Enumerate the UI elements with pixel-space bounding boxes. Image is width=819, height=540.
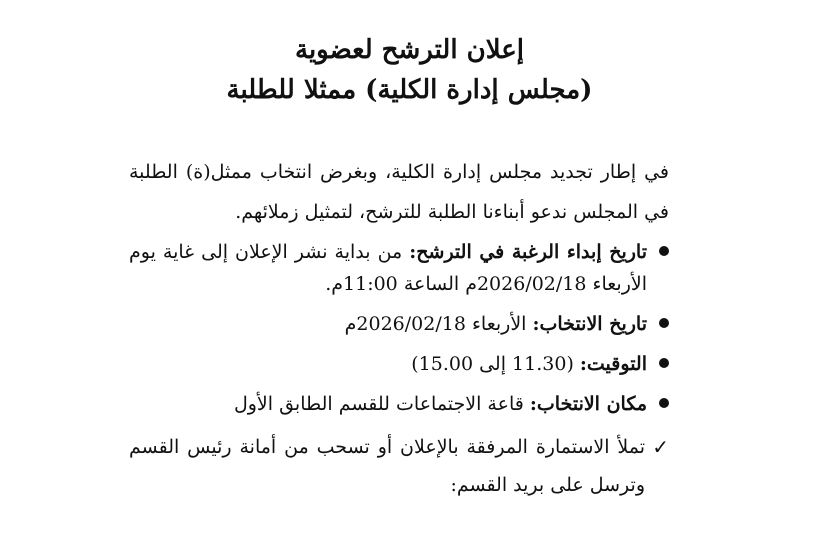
bullet-icon <box>659 358 669 368</box>
list-item-application-date <box>129 236 669 300</box>
list-item-timing <box>129 348 669 380</box>
item-text: (11.30 إلى 15.00) <box>411 353 580 375</box>
list-item-election-date <box>129 308 669 340</box>
item-label: تاريخ إبداء الرغبة في الترشح: <box>409 241 648 263</box>
item-text: قاعة الاجتماعات للقسم الطابق الأول <box>233 393 530 415</box>
list-item-location <box>129 388 669 420</box>
item-text: من بداية نشر الإعلان إلى غاية يوم الأربعاء 2026/02/18م الساعة 11:00م. <box>129 241 647 295</box>
checkmark-icon: ✓ <box>652 435 669 459</box>
announcement-body <box>129 152 669 504</box>
announcement-title <box>0 30 819 110</box>
title-line-2: (مجلس إدارة الكلية) ممثلا للطلبة <box>226 75 593 105</box>
details-list <box>129 236 669 420</box>
intro-paragraph: في إطار تجديد مجلس إدارة الكلية، وبغرض انتخاب ممثل(ة) الطلبة في المجلس ندعو أبناءنا الطلبة للترشح، لتمثيل زملائهم. <box>129 161 669 223</box>
form-instruction <box>129 428 669 504</box>
item-label: تاريخ الانتخاب: <box>532 313 647 335</box>
title-line-1: إعلان الترشح لعضوية <box>295 35 524 65</box>
item-label: التوقيت: <box>579 353 647 375</box>
bullet-icon <box>659 246 669 256</box>
item-label: مكان الانتخاب: <box>529 393 647 415</box>
bullet-icon <box>659 398 669 408</box>
form-instruction-text: تملأ الاستمارة المرفقة بالإعلان أو تسحب من أمانة رئيس القسم وترسل على بريد القسم: <box>129 436 645 496</box>
bullet-icon <box>659 318 669 328</box>
item-text: الأربعاء 2026/02/18م <box>344 313 533 335</box>
